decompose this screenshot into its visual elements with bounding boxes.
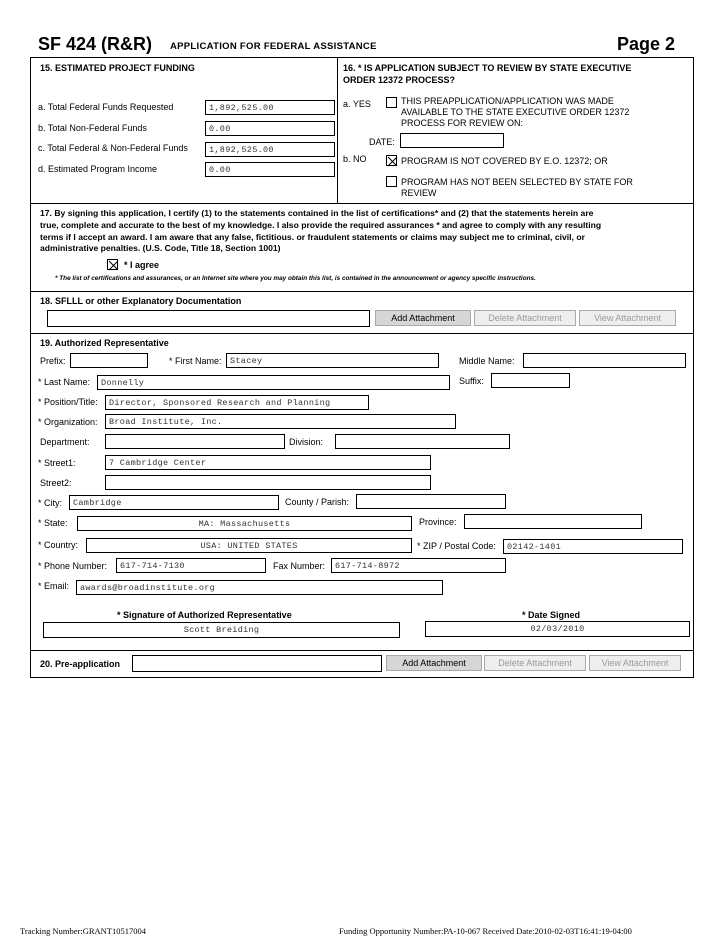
- tracking-number: Tracking Number:GRANT10517004: [20, 926, 146, 936]
- s20-add-attachment-button[interactable]: Add Attachment: [386, 655, 482, 671]
- signature-label: * Signature of Authorized Representative: [117, 610, 292, 620]
- s16-no-option1-checkbox[interactable]: [386, 155, 397, 166]
- street1-label: * Street1:: [38, 458, 76, 468]
- organization-input[interactable]: Broad Institute, Inc.: [105, 414, 456, 429]
- s16-no-option2-text-1: PROGRAM HAS NOT BEEN SELECTED BY STATE FOR: [401, 177, 633, 187]
- s20-view-attachment-button[interactable]: View Attachment: [589, 655, 681, 671]
- state-select[interactable]: MA: Massachusetts: [77, 516, 412, 531]
- s16-yes-label: a. YES: [343, 99, 371, 109]
- s16-yes-text-3: PROCESS FOR REVIEW ON:: [401, 118, 524, 128]
- country-select[interactable]: USA: UNITED STATES: [86, 538, 412, 553]
- division-input[interactable]: [335, 434, 510, 449]
- s17-line3: terms if I accept an award. I am aware that any false, fictitious. or fraudulent statements or claims may subject me to criminal, civil, or: [40, 232, 585, 242]
- date-signed-field[interactable]: 02/03/2010: [425, 621, 690, 637]
- division-label: Division:: [289, 437, 324, 447]
- non-federal-input[interactable]: 0.00: [205, 121, 335, 136]
- s16-no-option1-text: PROGRAM IS NOT COVERED BY E.O. 12372; OR: [401, 156, 608, 166]
- check-x-icon: [387, 156, 398, 167]
- signature-field[interactable]: Scott Breiding: [43, 622, 400, 638]
- department-input[interactable]: [105, 434, 285, 449]
- s18-view-attachment-button[interactable]: View Attachment: [579, 310, 676, 326]
- position-label: * Position/Title:: [38, 397, 98, 407]
- agree-label: * I agree: [124, 260, 160, 270]
- county-input[interactable]: [356, 494, 506, 509]
- first-name-label: * First Name:: [169, 356, 222, 366]
- form-id: SF 424 (R&R): [38, 34, 153, 54]
- s17-line2: true, complete and accurate to the best of my knowledge. I also provide the required assurances * and agree to comply with any resulting: [40, 220, 602, 230]
- s16-yes-text-1: THIS PREAPPLICATION/APPLICATION WAS MADE: [401, 96, 614, 106]
- s19-title: 19. Authorized Representative: [40, 338, 169, 348]
- divider-18: [30, 291, 694, 292]
- last-name-label: * Last Name:: [38, 377, 91, 387]
- city-input[interactable]: Cambridge: [69, 495, 279, 510]
- divider-20: [30, 650, 694, 651]
- fax-input[interactable]: 617-714-8972: [331, 558, 506, 573]
- s20-delete-attachment-button[interactable]: Delete Attachment: [484, 655, 586, 671]
- department-label: Department:: [40, 437, 90, 447]
- s17-line1: 17. By signing this application, I certify (1) to the statements contained in the list of certifications* and (2) that the statements herein are: [40, 208, 594, 218]
- total-combined-input[interactable]: 1,892,525.00: [205, 142, 335, 157]
- certifications-note: * The list of certifications and assurances, or an Internet site where you may obtain this list, is contained in the announcement or agency specific instructions.: [55, 275, 536, 282]
- email-input[interactable]: awards@broadinstitute.org: [76, 580, 443, 595]
- check-x-icon: [108, 260, 119, 271]
- s20-title: 20. Pre-application: [40, 659, 121, 669]
- street1-input[interactable]: 7 Cambridge Center: [105, 455, 431, 470]
- last-name-input[interactable]: Donnelly: [97, 375, 450, 390]
- form-name: APPLICATION FOR FEDERAL ASSISTANCE: [170, 41, 377, 52]
- zip-input[interactable]: 02142-1401: [503, 539, 683, 554]
- s20-attachment-field[interactable]: [132, 655, 382, 672]
- province-label: Province:: [419, 517, 457, 527]
- email-label: * Email:: [38, 581, 70, 591]
- program-income-input[interactable]: 0.00: [205, 162, 335, 177]
- s18-title: 18. SFLLL or other Explanatory Documentation: [40, 296, 242, 306]
- suffix-input[interactable]: [491, 373, 570, 388]
- city-label: * City:: [38, 498, 63, 508]
- s15-title: 15. ESTIMATED PROJECT FUNDING: [40, 63, 195, 73]
- s18-delete-attachment-button[interactable]: Delete Attachment: [474, 310, 576, 326]
- street2-label: Street2:: [40, 478, 72, 488]
- s18-attachment-field[interactable]: [47, 310, 370, 327]
- s16-date-label: DATE:: [369, 137, 395, 147]
- s16-title-line1: 16. * IS APPLICATION SUBJECT TO REVIEW BY STATE EXECUTIVE: [343, 63, 632, 73]
- middle-name-input[interactable]: [523, 353, 686, 368]
- total-combined-label: c. Total Federal & Non-Federal Funds: [38, 143, 188, 153]
- first-name-input[interactable]: Stacey: [226, 353, 439, 368]
- funding-opportunity: Funding Opportunity Number:PA-10-067 Received Date:2010-02-03T16:41:19-04:00: [339, 926, 632, 936]
- phone-input[interactable]: 617-714-7130: [116, 558, 266, 573]
- prefix-input[interactable]: [70, 353, 148, 368]
- phone-label: * Phone Number:: [38, 561, 108, 571]
- s16-no-option2-text-2: REVIEW: [401, 188, 437, 198]
- total-federal-label: a. Total Federal Funds Requested: [38, 102, 174, 112]
- province-input[interactable]: [464, 514, 642, 529]
- s16-no-option2-checkbox[interactable]: [386, 176, 397, 187]
- county-label: County / Parish:: [285, 497, 350, 507]
- prefix-label: Prefix:: [40, 356, 66, 366]
- s15-s16-divider: [337, 57, 338, 203]
- fax-label: Fax Number:: [273, 561, 326, 571]
- s17-line4: administrative penalties. (U.S. Code, Title 18, Section 1001): [40, 243, 281, 253]
- street2-input[interactable]: [105, 475, 431, 490]
- middle-name-label: Middle Name:: [459, 356, 515, 366]
- organization-label: * Organization:: [38, 417, 98, 427]
- country-label: * Country:: [38, 540, 79, 550]
- divider-17: [30, 203, 694, 204]
- s18-add-attachment-button[interactable]: Add Attachment: [375, 310, 471, 326]
- non-federal-label: b. Total Non-Federal Funds: [38, 123, 147, 133]
- s16-yes-text-2: AVAILABLE TO THE STATE EXECUTIVE ORDER 12372: [401, 107, 630, 117]
- program-income-label: d. Estimated Program Income: [38, 164, 158, 174]
- zip-label: * ZIP / Postal Code:: [417, 541, 496, 551]
- agree-checkbox[interactable]: [107, 259, 118, 270]
- divider-19: [30, 333, 694, 334]
- s16-title-line2: ORDER 12372 PROCESS?: [343, 75, 456, 85]
- date-signed-label: * Date Signed: [522, 610, 581, 620]
- s16-date-input[interactable]: [400, 133, 504, 148]
- state-label: * State:: [38, 518, 68, 528]
- position-input[interactable]: Director, Sponsored Research and Planning: [105, 395, 369, 410]
- total-federal-input[interactable]: 1,892,525.00: [205, 100, 335, 115]
- suffix-label: Suffix:: [459, 376, 484, 386]
- s16-no-label: b. NO: [343, 154, 367, 164]
- s16-yes-checkbox[interactable]: [386, 97, 397, 108]
- page-number: Page 2: [617, 34, 676, 54]
